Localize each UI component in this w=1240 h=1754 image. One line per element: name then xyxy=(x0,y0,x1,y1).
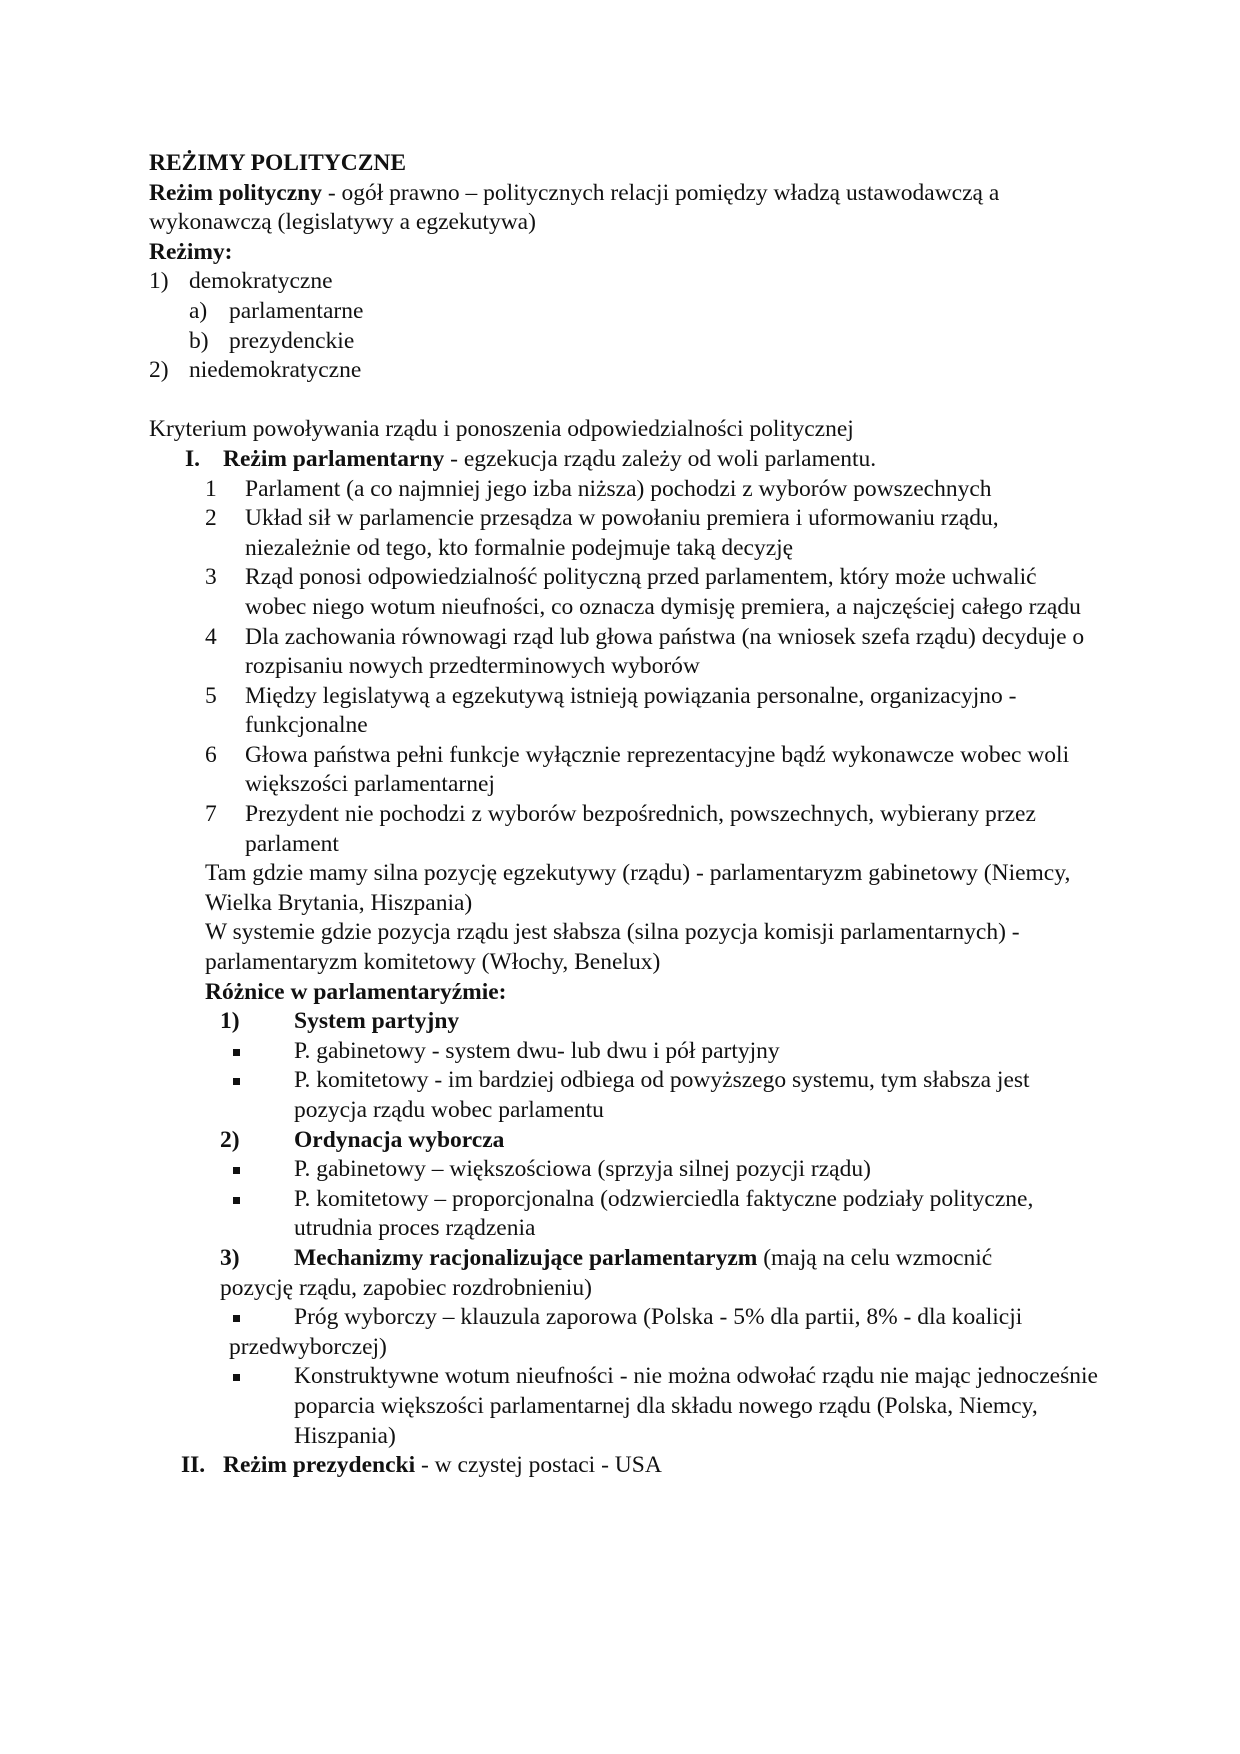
list-marker: a) xyxy=(189,297,208,324)
feature-text: Parlament (a co najmniej jego izba niższa) pochodzi z wyborów powszechnych xyxy=(245,475,992,502)
section-heading-presidential xyxy=(149,1451,1099,1481)
differences-heading-text: Różnice w parlamentaryźmie: xyxy=(205,978,507,1005)
document-page xyxy=(149,149,1099,1481)
list-item xyxy=(149,356,1099,386)
document-title xyxy=(149,149,1099,179)
feature-number: 7 xyxy=(205,801,217,828)
feature-item xyxy=(149,682,1099,741)
list-marker: 2) xyxy=(220,1126,240,1153)
section-heading-parliamentary xyxy=(149,445,1099,475)
regimes-heading-text: Reżimy: xyxy=(149,238,233,265)
bullet-item xyxy=(149,1155,1099,1185)
bullet-icon xyxy=(233,1374,240,1381)
section-text: - egzekucja rządu zależy od woli parlamentu. xyxy=(444,445,877,472)
bullet-item xyxy=(149,1066,1099,1125)
section-term: Reżim parlamentarny xyxy=(223,445,445,472)
bullet-text: P. gabinetowy - system dwu- lub dwu i pół partyjny xyxy=(294,1037,780,1064)
difference-heading xyxy=(149,1126,1099,1156)
bullet-item xyxy=(149,1185,1099,1244)
bullet-item xyxy=(149,1303,1099,1362)
title-text: REŻIMY POLITYCZNE xyxy=(149,150,407,176)
bullet-text: P. komitetowy – proporcjonalna (odzwierciedla faktyczne podziały polityczne, utrudnia proces rządzenia xyxy=(294,1185,1034,1242)
differences-heading xyxy=(149,978,1099,1008)
difference-continuation: pozycję rządu, zapobiec rozdrobnieniu) xyxy=(220,1274,592,1301)
feature-item xyxy=(149,741,1099,800)
list-item xyxy=(149,267,1099,297)
list-label: prezydenckie xyxy=(229,327,355,354)
section-marker: I. xyxy=(185,445,201,472)
bullet-icon xyxy=(233,1315,240,1322)
feature-number: 2 xyxy=(205,505,217,532)
bullet-icon xyxy=(233,1197,240,1204)
list-item xyxy=(149,327,1099,357)
difference-title: System partyjny xyxy=(294,1008,460,1035)
bullet-text: Konstruktywne wotum nieufności - nie można odwołać rządu nie mając jednocześnie poparcia większości parlamentarnej dla składu nowego rządu (Polska, Niemcy, Hiszpania) xyxy=(294,1363,1098,1449)
feature-text: Dla zachowania równowagi rząd lub głowa państwa (na wniosek szefa rządu) decyduje o rozpisaniu nowych przedterminowych wyborów xyxy=(245,623,1085,680)
feature-item xyxy=(149,563,1099,622)
feature-text: Prezydent nie pochodzi z wyborów bezpośrednich, powszechnych, wybierany przez parlament xyxy=(245,801,1036,857)
feature-text: Układ sił w parlamencie przesądza w powołaniu premiera i uformowaniu rządu, niezależnie od tego, kto formalnie podejmuje taką decyzję xyxy=(245,505,999,561)
difference-heading xyxy=(149,1007,1099,1037)
feature-item xyxy=(149,475,1099,505)
feature-number: 3 xyxy=(205,564,217,591)
regimes-heading xyxy=(149,238,1099,268)
criterion-line: Kryterium powoływania rządu i ponoszenia odpowiedzialności politycznej xyxy=(149,416,854,443)
list-label: niedemokratyczne xyxy=(189,357,362,384)
list-marker: 1) xyxy=(220,1008,240,1035)
feature-number: 6 xyxy=(205,741,217,768)
list-item xyxy=(149,297,1099,327)
difference-tail: (mają na celu wzmocnić xyxy=(757,1244,993,1271)
feature-item xyxy=(149,800,1099,859)
bullet-text: P. gabinetowy – większościowa (sprzyja silnej pozycji rządu) xyxy=(294,1156,871,1183)
list-marker: 2) xyxy=(149,357,169,384)
difference-heading xyxy=(149,1244,1099,1274)
feature-item xyxy=(149,504,1099,563)
list-label: demokratyczne xyxy=(189,268,333,295)
bullet-icon xyxy=(233,1167,240,1174)
definition-text: - ogół prawno – politycznych relacji pomiędzy władzą ustawodawczą a wykonawczą (legislatywy a egzekutywa) xyxy=(149,179,1000,236)
bullet-icon xyxy=(233,1049,240,1056)
difference-title: Mechanizmy racjonalizujące parlamentaryzm xyxy=(294,1244,758,1271)
feature-number: 1 xyxy=(205,475,217,502)
feature-item xyxy=(149,623,1099,682)
feature-text: Między legislatywą a egzekutywą istnieją powiązania personalne, organizacyjno - funkcjonalne xyxy=(245,682,1017,739)
section-text: - w czystej postaci - USA xyxy=(415,1452,662,1479)
bullet-text: Próg wyborczy – klauzula zaporowa (Polska - 5% dla partii, 8% - dla koalicji przedwyborczej) xyxy=(229,1304,1023,1360)
feature-text: Rząd ponosi odpowiedzialność polityczną przed parlamentem, który może uchwalić wobec niego wotum nieufności, co oznacza dymisję premiera, a najczęściej całego rządu xyxy=(245,564,1081,620)
bullet-item xyxy=(149,1362,1099,1451)
section-marker: II. xyxy=(181,1452,206,1479)
feature-number: 4 xyxy=(205,623,217,650)
bullet-item xyxy=(149,1037,1099,1067)
section-term: Reżim prezydencki xyxy=(223,1452,416,1479)
list-marker: 3) xyxy=(220,1244,240,1271)
list-marker: b) xyxy=(189,327,209,354)
feature-text: Głowa państwa pełni funkcje wyłącznie reprezentacyjne bądź wykonawcze wobec woli większości parlamentarnej xyxy=(245,741,1070,798)
committee-paragraph: W systemie gdzie pozycja rządu jest słabsza (silna pozycja komisji parlamentarnych) - parlamentaryzm komitetowy (Włochy, Benelux) xyxy=(205,919,1020,976)
difference-title: Ordynacja wyborcza xyxy=(294,1126,505,1153)
list-marker: 1) xyxy=(149,268,169,295)
bullet-icon xyxy=(233,1078,240,1085)
feature-number: 5 xyxy=(205,682,217,709)
definition-term: Reżim polityczny xyxy=(149,179,322,206)
cabinet-paragraph: Tam gdzie mamy silna pozycję egzekutywy (rządu) - parlamentaryzm gabinetowy (Niemcy, Wielka Brytania, Hiszpania) xyxy=(205,860,1071,916)
list-label: parlamentarne xyxy=(229,297,364,324)
definition-paragraph xyxy=(149,179,1099,238)
bullet-text: P. komitetowy - im bardziej odbiega od powyższego systemu, tym słabsza jest pozycja rządu wobec parlamentu xyxy=(294,1067,1030,1123)
